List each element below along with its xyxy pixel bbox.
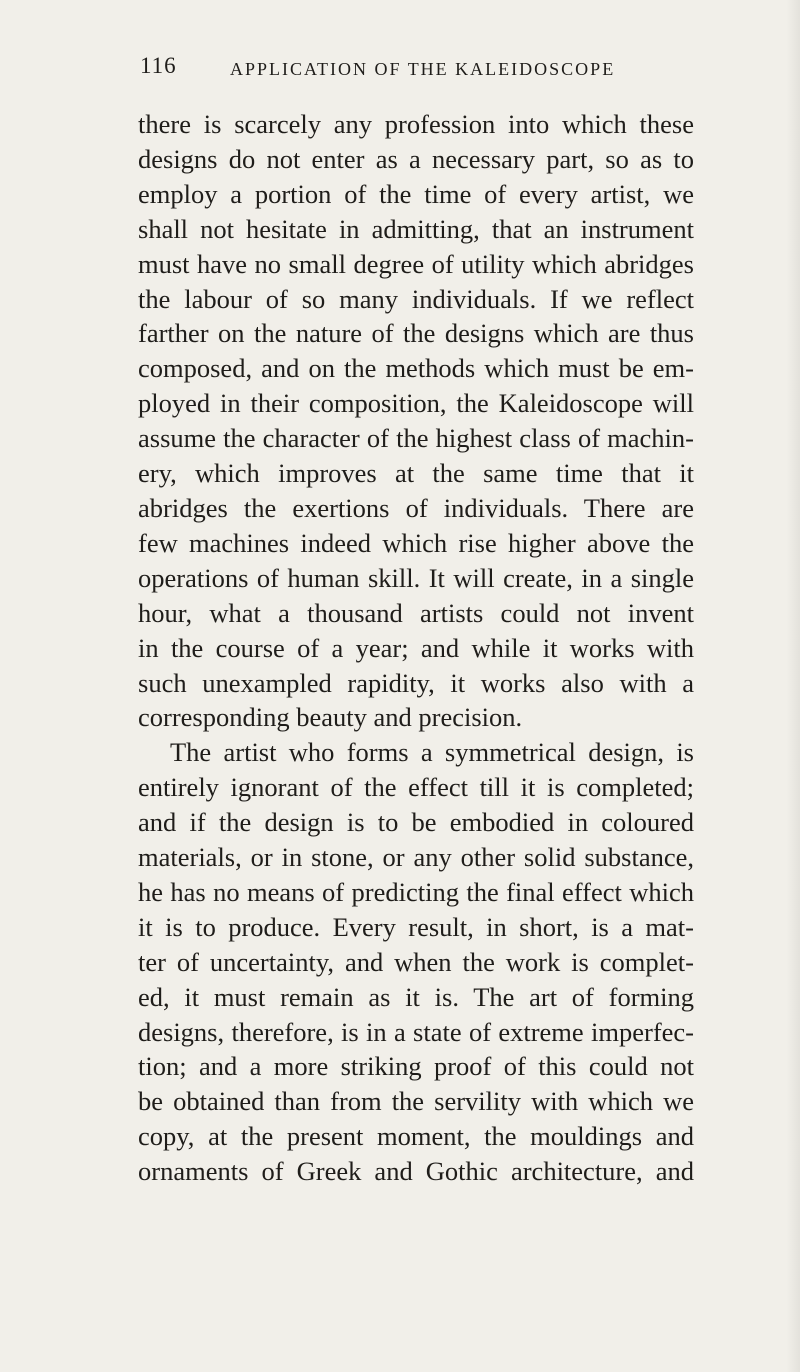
text-line: operations of human skill. It will create, in a single xyxy=(138,562,694,593)
page-edge-shadow xyxy=(786,0,800,1372)
text-line: designs, therefore, is in a state of extreme imperfec- xyxy=(138,1016,694,1047)
text-line: designs do not enter as a necessary part, so as to xyxy=(138,143,694,174)
text-line: he has no means of predicting the final effect which xyxy=(138,876,694,907)
text-line: copy, at the present moment, the mouldings and xyxy=(138,1121,694,1152)
text-line: there is scarcely any profession into which these xyxy=(138,109,694,139)
text-line: the labour of so many individuals. If we reflect xyxy=(138,283,694,314)
text-line: shall not hesitate in admitting, that an instrument xyxy=(138,213,694,244)
text-line: ter of uncertainty, and when the work is complet- xyxy=(138,946,694,977)
text-line: ployed in their composition, the Kaleidoscope will xyxy=(138,388,694,419)
page-header xyxy=(140,53,700,87)
text-line: such unexampled rapidity, it works also with a xyxy=(138,667,694,698)
text-line: ornaments of Greek and Gothic architecture, and xyxy=(138,1156,694,1187)
text-line: abridges the exertions of individuals. There are xyxy=(138,492,694,523)
text-line: few machines indeed which rise higher above the xyxy=(138,527,694,558)
text-line: composed, and on the methods which must be em- xyxy=(138,353,694,384)
text-line: ed, it must remain as it is. The art of forming xyxy=(138,981,694,1012)
text-line: assume the character of the highest class of machin- xyxy=(138,423,694,454)
text-line: entirely ignorant of the effect till it is completed; xyxy=(138,772,694,803)
text-line: farther on the nature of the designs which are thus xyxy=(138,318,694,349)
text-line: ery, which improves at the same time that it xyxy=(138,458,694,489)
text-line: materials, or in stone, or any other solid substance, xyxy=(138,842,694,873)
text-line: hour, what a thousand artists could not invent xyxy=(138,597,694,628)
text-line: The artist who forms a symmetrical design, is xyxy=(170,737,694,768)
paragraph xyxy=(138,735,694,1189)
text-line: corresponding beauty and precision. xyxy=(138,702,523,733)
text-line: and if the design is to be embodied in coloured xyxy=(138,807,694,838)
running-head: APPLICATION OF THE KALEIDOSCOPE xyxy=(230,59,616,79)
text-line: be obtained than from the servility with which we xyxy=(138,1086,694,1117)
text-line: must have no small degree of utility which abridges xyxy=(138,248,694,279)
text-line: it is to produce. Every result, in short, is a mat- xyxy=(138,911,694,942)
paragraph xyxy=(138,107,694,735)
text-line: in the course of a year; and while it works with xyxy=(138,632,694,663)
text-line: tion; and a more striking proof of this could not xyxy=(138,1051,694,1082)
body-text xyxy=(138,107,694,1189)
page-number: 116 xyxy=(140,53,177,78)
text-line: employ a portion of the time of every artist, we xyxy=(138,178,694,209)
